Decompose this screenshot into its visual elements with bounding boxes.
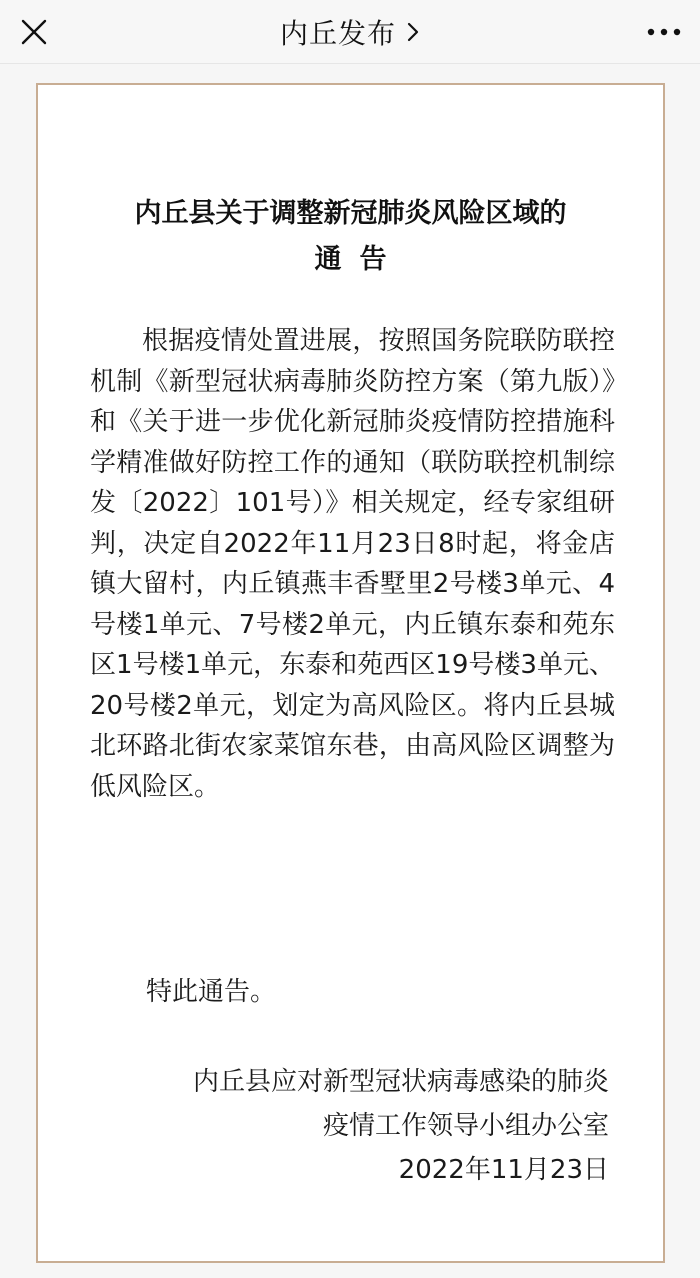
notice-title: 内丘县关于调整新冠肺炎风险区域的: [134, 198, 567, 229]
article-content: [0, 64, 700, 1278]
chevron-right-icon: [406, 21, 420, 43]
notice-subtitle: 通告: [314, 244, 405, 275]
more-horizontal-icon: [646, 27, 682, 37]
notice-date: 2022年11月23日: [398, 1155, 609, 1185]
account-title-link[interactable]: [0, 0, 700, 64]
signature-line-1: 内丘县应对新型冠状病毒感染的肺炎: [192, 1067, 609, 1097]
top-bar: [0, 0, 700, 64]
notice-body: 根据疫情处置进展，按照国务院联防联控机制《新型冠状病毒肺炎防控方案（第九版）》和《关于进一步优化新冠肺炎疫情防控措施科学精准做好防控工作的通知（联防联控机制综发〔2022〕101号）》相关规定，经专家组研判，决定自2022年11月23日8时起，将金店镇大留村，内丘镇燕丰香墅里2号楼3单元、4号楼1单元、7号楼2单元，内丘镇东泰和苑东区1号楼1单元，东泰和苑西区19号楼3单元、20号楼2单元，划定为高风险区。将内丘县城北环路北街农家菜馆东巷，由高风险区调整为低风险区。: [90, 326, 615, 802]
notice-frame: [36, 83, 665, 1263]
page-title: 内丘发布: [279, 17, 396, 50]
more-button[interactable]: [642, 12, 686, 52]
notice-closing: 特此通告。: [146, 977, 277, 1007]
signature-line-2: 疫情工作领导小组办公室: [322, 1111, 609, 1141]
